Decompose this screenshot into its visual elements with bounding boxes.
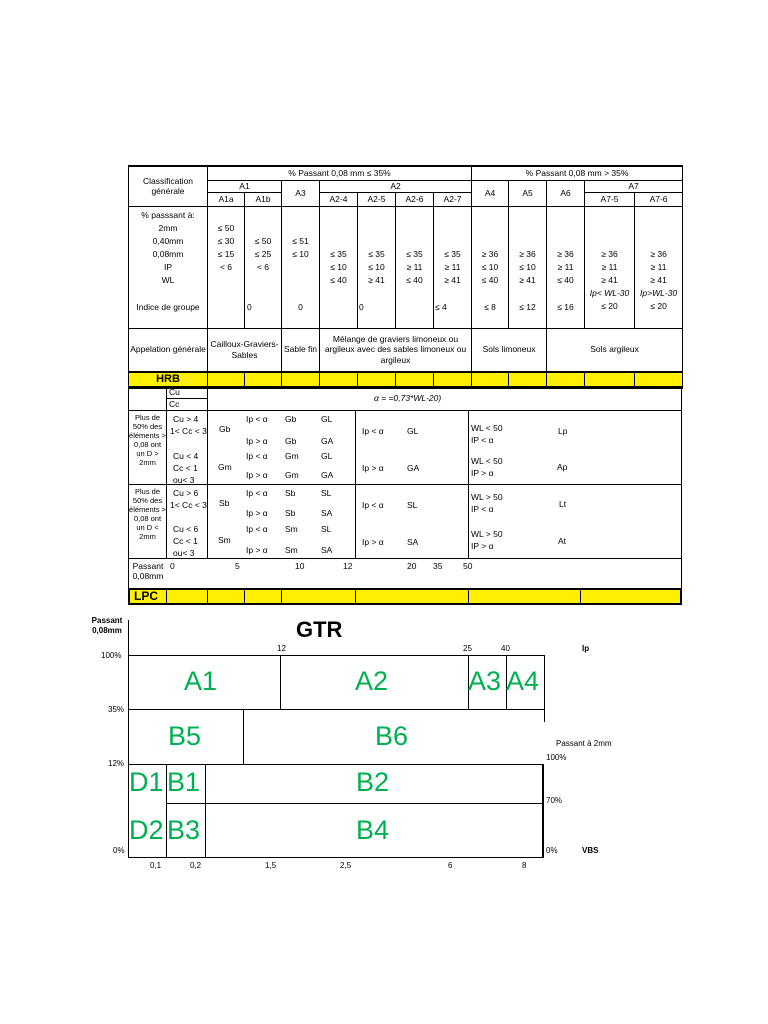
gtr-class-b2: B2 <box>356 767 390 797</box>
right-label: Passant à 2mm <box>556 739 612 748</box>
cell-value <box>473 209 507 222</box>
crit-text: Cu > 4 <box>173 414 199 424</box>
group-index-label: Indice de groupe <box>136 301 200 312</box>
ip-code: Gm <box>285 470 299 480</box>
right-tick: 70% <box>546 796 563 805</box>
cell-value: < 6 <box>256 261 270 272</box>
group-index-a6: ≤ 16 <box>557 301 574 312</box>
cell-value <box>283 261 318 274</box>
classification-label: Classification générale <box>129 166 208 206</box>
cell-value <box>209 209 243 222</box>
cell-value: ≤ 10 <box>519 261 536 272</box>
ip-fine-code: GA <box>321 470 334 480</box>
ip-tick: 40 <box>501 644 510 653</box>
fine-code: Ap <box>557 462 568 472</box>
passant-label: Passant 0,08mm <box>132 561 164 582</box>
cell-value <box>283 274 318 287</box>
mid-code: GA <box>407 463 420 473</box>
mid-cond: Ip > α <box>362 537 384 547</box>
cell-value: ≤ 40 <box>330 274 347 285</box>
cell-value <box>246 209 280 222</box>
gtr-class-b6: B6 <box>375 721 409 751</box>
cell-value <box>397 222 432 235</box>
appellation-a2: Mélange de graviers limoneux ou argileux avec des sables limoneux ou argileux <box>320 328 472 372</box>
ip-code: Sm <box>285 524 298 534</box>
cell-value <box>435 209 470 222</box>
gtr-class-b3: B3 <box>167 815 201 845</box>
group-index-a5: ≤ 12 <box>519 301 536 312</box>
gtr-class-a4: A4 <box>506 666 540 696</box>
gtr-class-b1: B1 <box>167 767 201 797</box>
cell-value <box>586 222 633 235</box>
ip-fine-code: GA <box>321 436 334 446</box>
cell-value <box>321 222 356 235</box>
cc-label: Cc <box>169 399 180 409</box>
cell-value: ≤ 35 <box>330 248 347 259</box>
group-index-a7-6: ≤ 20 <box>650 300 667 311</box>
gtr-class-a2: A2 <box>355 666 389 696</box>
cell-value: ≥ 11 <box>557 261 574 272</box>
ip-cond: Ip < α <box>246 488 268 498</box>
ip-cond: Ip > α <box>246 545 268 555</box>
cell-value: ≤ 40 <box>406 274 423 285</box>
ip-fine-code: GL <box>321 451 333 461</box>
col-a5 <box>509 206 547 328</box>
coarse-code: Gb <box>219 424 231 434</box>
ip-tick: 25 <box>463 644 472 653</box>
cell-value <box>246 274 280 287</box>
cell-value <box>510 209 545 222</box>
cell-value <box>473 235 507 248</box>
cell-value: ≥ 36 <box>601 248 618 259</box>
group-index-a4: ≤ 8 <box>484 301 496 312</box>
vbs-label: VBS <box>582 846 599 855</box>
cell-value: ≤ 40 <box>481 274 499 285</box>
prop-label: 0,08mm <box>152 248 184 259</box>
ip-cond: Ip > α <box>246 436 268 446</box>
cell-value <box>283 209 318 222</box>
hrb-label: HRB <box>129 372 208 388</box>
group-index-a7-5: ≤ 20 <box>601 300 618 311</box>
cell-value <box>209 274 243 287</box>
sub-a2-4: A2-4 <box>320 192 358 206</box>
ip-code: Sb <box>285 508 296 518</box>
passant-tick: 10 <box>295 561 305 571</box>
cell-value: ≤ 15 <box>217 248 235 259</box>
ip-code: Sb <box>285 488 296 498</box>
cell-value: ≤ 50 <box>217 222 235 233</box>
cell-value: ≥ 41 <box>444 274 461 285</box>
crit-text: Cu < 4 <box>173 451 199 461</box>
gtr-title: GTR <box>296 617 343 642</box>
sub-a2-5: A2-5 <box>358 192 396 206</box>
col-a3 <box>282 206 320 328</box>
col-a7-5 <box>585 206 635 328</box>
lpc-frame <box>128 386 682 590</box>
cell-value <box>548 235 583 248</box>
lpc-label: LPC <box>134 589 158 603</box>
group-a4: A4 <box>472 180 509 206</box>
sub-a2-6: A2-6 <box>396 192 434 206</box>
cell-value <box>510 222 545 235</box>
group-a7: A7 <box>585 180 683 192</box>
cell-value <box>473 222 507 235</box>
cell-value: ≤ 40 <box>557 274 574 285</box>
cell-value <box>246 222 280 235</box>
cell-value <box>636 209 681 222</box>
passant-tick: 20 <box>407 561 417 571</box>
ip-code: Gb <box>285 436 297 446</box>
gtr-class-d2: D2 <box>129 815 164 845</box>
sub-a7-6: A7-6 <box>635 192 683 206</box>
cell-value: ≥ 41 <box>601 274 618 285</box>
fine-cond: IP > α <box>471 468 494 478</box>
cell-value: ≤ 30 <box>217 235 235 246</box>
hrb-classification-table <box>128 165 683 389</box>
cell-value: ≤ 10 <box>292 248 309 259</box>
cell-value: ≤ 35 <box>444 248 461 259</box>
cell-value: ≥ 36 <box>557 248 574 259</box>
cell-value <box>321 235 356 248</box>
fine-cond: IP > α <box>471 541 494 551</box>
prop-label: 0,40mm <box>152 235 184 246</box>
gtr-class-b5: B5 <box>168 721 202 751</box>
group-a6: A6 <box>547 180 585 206</box>
ip-cond: Ip < α <box>246 524 268 534</box>
mid-code: SL <box>407 500 418 510</box>
appellation-a6-a7: Sols argileux <box>547 328 683 372</box>
property-labels <box>129 206 208 328</box>
cell-value: < 6 <box>219 261 233 272</box>
cell-value: ≥ 11 <box>650 261 667 272</box>
cell-value: ≥ 36 <box>519 248 536 259</box>
cell-value <box>636 222 681 235</box>
crit-text: Cu > 6 <box>173 488 199 498</box>
cell-value: Ip>WL-30 <box>640 287 678 298</box>
col-a2-6: ≤ 35 ≥ 11 ≤ 40 ≤ 4 <box>396 206 434 328</box>
vbs-tick: 8 <box>522 861 527 870</box>
sub-a7-5: A7-5 <box>585 192 635 206</box>
cell-value <box>548 209 583 222</box>
cell-value: ≤ 10 <box>368 261 385 272</box>
cell-value: ≥ 41 <box>519 274 536 285</box>
vbs-tick: 6 <box>448 861 453 870</box>
cell-value: ≤ 50 <box>254 235 272 246</box>
cell-value: ≥ 11 <box>444 261 461 272</box>
crit-text: 1< Cc < 3 <box>170 500 207 510</box>
formula: α = =0,73*WL-20) <box>374 393 442 403</box>
appellation-label: Appelation générale <box>129 328 208 372</box>
ip-fine-code: SA <box>321 545 333 555</box>
cell-value: ≤ 10 <box>481 261 499 272</box>
y-tick: 12% <box>108 759 125 768</box>
coarse-code: Sm <box>218 535 231 545</box>
crit-text: Cc < 1 <box>173 536 198 546</box>
mid-code: SA <box>407 537 419 547</box>
cell-value <box>548 222 583 235</box>
crit-text: Cc < 1 <box>173 463 198 473</box>
pass-high-header: % Passant 0,08 mm > 35% <box>472 166 683 180</box>
ip-fine-code: SA <box>321 508 333 518</box>
coarse-code: Gm <box>218 462 232 472</box>
pass-low-header: % Passant 0,08 mm ≤ 35% <box>208 166 472 180</box>
cell-value <box>586 235 633 248</box>
cell-value <box>435 235 470 248</box>
ip-code: Gm <box>285 451 299 461</box>
gtr-class-b4: B4 <box>356 815 390 845</box>
col-a6 <box>547 206 585 328</box>
cell-value <box>359 235 394 248</box>
right-tick: 100% <box>546 753 567 762</box>
ip-cond: Ip > α <box>246 470 268 480</box>
appellation-a1: Cailloux-Graviers- Sables <box>208 328 282 372</box>
cell-value: ≥ 36 <box>650 248 667 259</box>
cell-value: ≤ 25 <box>254 248 272 259</box>
y-tick: 0% <box>113 846 125 855</box>
fine-cond: IP < α <box>471 435 494 445</box>
group-a1: A1 <box>208 180 282 192</box>
group-index-a3: 0 <box>298 301 303 312</box>
fine-cond: WL > 50 <box>471 529 503 539</box>
right-tick: 0% <box>546 846 558 855</box>
cell-value: ≤ 35 <box>368 248 385 259</box>
left-top-desc: Plus de 50% des éléments > 0,08 ont un D > 2mm <box>129 413 166 467</box>
gtr-class-d1: D1 <box>129 767 164 797</box>
prop-label: WL <box>161 274 175 285</box>
cell-value: ≤ 35 <box>406 248 423 259</box>
sub-a2-7: A2-7 <box>434 192 472 206</box>
ip-cond: Ip < α <box>246 414 268 424</box>
crit-text: 1< Cc < 3 <box>170 426 207 436</box>
fine-code: Lp <box>558 426 568 436</box>
ip-cond: Ip > α <box>246 508 268 518</box>
gtr-class-a3: A3 <box>468 666 502 696</box>
y-axis-label: Passant 0,08mm <box>91 616 123 635</box>
col-a7-6 <box>635 206 683 328</box>
fine-code: Lt <box>559 499 567 509</box>
vbs-tick: 0,2 <box>190 861 202 870</box>
y-tick: 35% <box>108 705 125 714</box>
ip-fine-code: SL <box>321 488 332 498</box>
cell-value <box>359 222 394 235</box>
prop-label: 2mm <box>158 222 178 233</box>
mid-cond: Ip > α <box>362 463 384 473</box>
cell-value <box>397 209 432 222</box>
col-a4 <box>472 206 509 328</box>
cell-value: ≤ 10 <box>330 261 347 272</box>
ip-code: Sm <box>285 545 298 555</box>
ip-label: Ip <box>582 644 590 653</box>
lpc-bar <box>128 588 682 605</box>
passant-tick: 50 <box>463 561 473 571</box>
cell-value: ≥ 41 <box>368 274 385 285</box>
crit-text: Cu < 6 <box>173 524 199 534</box>
appellation-a3: Sable fin <box>282 328 320 372</box>
ip-tick: 12 <box>277 644 286 653</box>
group-a5: A5 <box>509 180 547 206</box>
prop-label: % passsant à: <box>141 209 195 220</box>
ip-cond: Ip < α <box>246 451 268 461</box>
passant-tick: 0 <box>170 561 175 571</box>
passant-tick: 5 <box>235 561 240 571</box>
col-a1a: ≤ 50 ≤ 30 ≤ 15 < 6 0 <box>208 206 245 328</box>
passant-tick: 12 <box>343 561 353 571</box>
cell-value: ≥ 11 <box>406 261 423 272</box>
mid-code: GL <box>407 426 419 436</box>
ip-fine-code: GL <box>321 414 333 424</box>
vbs-tick: 2,5 <box>340 861 352 870</box>
vbs-tick: 1,5 <box>265 861 277 870</box>
mid-cond: Ip < α <box>362 500 384 510</box>
fine-code: At <box>558 536 567 546</box>
y-tick: 100% <box>101 651 122 660</box>
cell-value <box>283 222 318 235</box>
cell-value: Ip< WL-30 <box>589 287 630 298</box>
formula-cell <box>207 386 682 411</box>
fine-cond: IP < α <box>471 504 494 514</box>
fine-cond: WL < 50 <box>471 423 503 433</box>
cell-value: ≥ 41 <box>650 274 667 285</box>
group-a3: A3 <box>282 180 320 206</box>
cell-value: ≤ 51 <box>292 235 309 246</box>
cell-value <box>397 235 432 248</box>
cu-label: Cu <box>169 387 180 397</box>
cell-value: ≥ 11 <box>601 261 618 272</box>
cell-value <box>359 209 394 222</box>
cell-value <box>586 209 633 222</box>
sub-a1a: A1a <box>208 192 245 206</box>
prop-label: IP <box>163 261 173 272</box>
fine-cond: WL < 50 <box>471 456 503 466</box>
group-a2: A2 <box>320 180 472 192</box>
cell-value <box>636 235 681 248</box>
vbs-tick: 0,1 <box>150 861 162 870</box>
col-a2-4: ≤ 35 ≤ 10 ≤ 40 0 <box>320 206 358 328</box>
appellation-a4-a5: Sols limoneux <box>472 328 547 372</box>
coarse-code: Sb <box>219 498 230 508</box>
ip-code: Gb <box>285 414 297 424</box>
sub-a1b: A1b <box>245 192 282 206</box>
passant-tick: 35 <box>433 561 443 571</box>
crit-text: ou< 3 <box>173 548 195 558</box>
gtr-class-a1: A1 <box>184 666 218 696</box>
cell-value: ≥ 36 <box>481 248 499 259</box>
cell-value <box>321 209 356 222</box>
mid-cond: Ip < α <box>362 426 384 436</box>
left-bottom-desc: Plus de 50% des éléments > 0,08 ont un D < 2mm <box>129 487 166 541</box>
cell-value <box>510 235 545 248</box>
cell-value <box>435 222 470 235</box>
ip-fine-code: SL <box>321 524 332 534</box>
fine-cond: WL > 50 <box>471 492 503 502</box>
crit-text: ou< 3 <box>173 475 195 485</box>
